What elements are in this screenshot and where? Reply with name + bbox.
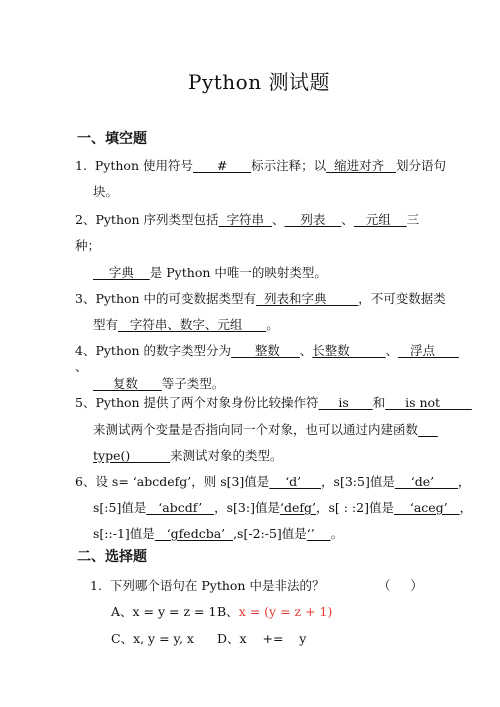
- choice-1-option-a: A、x = y = z = 1: [111, 604, 217, 619]
- q2-text: 、: [271, 212, 285, 227]
- q6-answer-s3-end: ‘defg’: [279, 500, 316, 515]
- q5-text: 5、Python 提供了两个对象身份比较操作符: [75, 395, 319, 410]
- q3-text: 型有: [93, 317, 119, 332]
- q4-answer-int: 整数: [231, 343, 300, 358]
- q6-text: 6、设 s= ‘abcdefg’，则 s[3]值是: [75, 474, 270, 489]
- choice-1-option-d: D、x += y: [217, 631, 307, 646]
- q1-answer-hash: #: [192, 158, 252, 173]
- question-5-line-1: [75, 393, 472, 411]
- q1-text: 标示注释；以: [251, 158, 327, 173]
- q6-text: ，s[3:5]值是: [321, 474, 395, 489]
- choice-1-option-b: [217, 602, 332, 620]
- choice-1-question: 1. 下列哪个语句在 Python 中是非法的？: [90, 578, 325, 593]
- q6-text: s[::-1]值是: [93, 526, 155, 541]
- question-6-line-3: [93, 524, 343, 542]
- q3-answer-immutable: 字符串、数字、元组: [118, 317, 267, 332]
- question-5-line-3: [93, 446, 283, 464]
- q3-answer-mutable: 列表和字典: [256, 291, 359, 306]
- q6-text: ，s[ : :2]值是: [315, 500, 394, 515]
- q6-answer-s3-5: ‘de’: [394, 474, 458, 489]
- question-3-line-1: [75, 289, 446, 307]
- question-6-line-2: [93, 498, 472, 516]
- question-5-line-2: [93, 420, 438, 438]
- question-4-line-3: [93, 374, 224, 392]
- q6-text: ，s[3:]值是: [214, 500, 280, 515]
- q2-answer-list: 列表: [284, 212, 342, 227]
- q2-text: 是 Python 中唯一的映射类型。: [149, 265, 327, 280]
- q5-answer-is-not: is not: [385, 395, 472, 410]
- q5-answer-blank: [418, 422, 438, 437]
- q2-text: 、: [341, 212, 354, 227]
- q6-answer-s3: ‘d’: [269, 474, 322, 489]
- q6-text: s[:5]值是: [93, 500, 147, 515]
- q6-text: ,s[-2:-5]值是: [233, 526, 307, 541]
- question-3-line-2: [93, 315, 279, 333]
- q1-text: 划分语句: [396, 158, 447, 173]
- option-b-text: x = (y = z + 1): [238, 604, 333, 619]
- q4-text: 、: [299, 343, 313, 358]
- page-title: Python 测试题: [188, 70, 330, 94]
- q5-text: 来测试对象的类型。: [169, 448, 283, 463]
- section-choice-heading: 二、选择题: [77, 549, 147, 565]
- q1-text: 1. Python 使用符号: [75, 158, 193, 173]
- q2-answer-tuple: 元组: [353, 212, 407, 227]
- question-4-line-1: [75, 341, 459, 359]
- q4-text: 4、Python 的数字类型分为: [75, 343, 232, 358]
- q2-answer-string: 字符串: [218, 212, 272, 227]
- question-2-line-1: [75, 210, 419, 228]
- q4-answer-long: 长整数: [312, 343, 386, 358]
- q6-answer-reverse: ‘gfedcba’: [154, 526, 234, 541]
- q4-text: 、: [385, 343, 399, 358]
- q6-text: ，: [459, 500, 473, 515]
- q3-text: 。: [266, 317, 279, 332]
- question-6-line-1: [75, 472, 470, 490]
- section-fill-blank-heading: 一、填空题: [77, 131, 147, 147]
- q4-answer-complex: 复数: [93, 376, 162, 391]
- q4-answer-float: 浮点: [398, 343, 459, 358]
- q5-text: 来测试两个变量是否指向同一个对象，也可以通过内建函数: [93, 422, 419, 437]
- choice-1-option-c: C、x, y = y, x: [111, 631, 194, 646]
- q5-text: 和: [372, 395, 386, 410]
- q6-text: ，: [457, 474, 471, 489]
- question-2-line-3: [93, 263, 327, 281]
- q6-answer-s-5: ‘abcdf’: [146, 500, 215, 515]
- question-2-line-2: 种；: [75, 238, 101, 253]
- option-b-label: B、: [217, 604, 239, 619]
- question-1-line-2: 块。: [93, 184, 119, 199]
- q6-text: 。: [330, 526, 344, 541]
- q6-answer-empty: ‘’: [306, 526, 331, 541]
- choice-1-answer-paren: （ ）: [378, 578, 423, 593]
- q3-text: 3、Python 中的可变数据类型有: [75, 291, 257, 306]
- q2-text: 三: [406, 212, 420, 227]
- q5-answer-is: is: [318, 395, 373, 410]
- q2-answer-dict: 字典: [93, 265, 150, 280]
- q4-text: 等子类型。: [161, 376, 225, 391]
- question-1-line-1: [75, 156, 446, 174]
- q1-answer-indent: 缩进对齐: [326, 158, 397, 173]
- question-4-line-2: 、: [75, 359, 88, 374]
- q2-text: 2、Python 序列类型包括: [75, 212, 219, 227]
- q5-answer-type: type(): [93, 448, 170, 463]
- q6-answer-step2: ‘aceg’: [393, 500, 460, 515]
- q3-text: ，不可变数据类: [358, 291, 446, 306]
